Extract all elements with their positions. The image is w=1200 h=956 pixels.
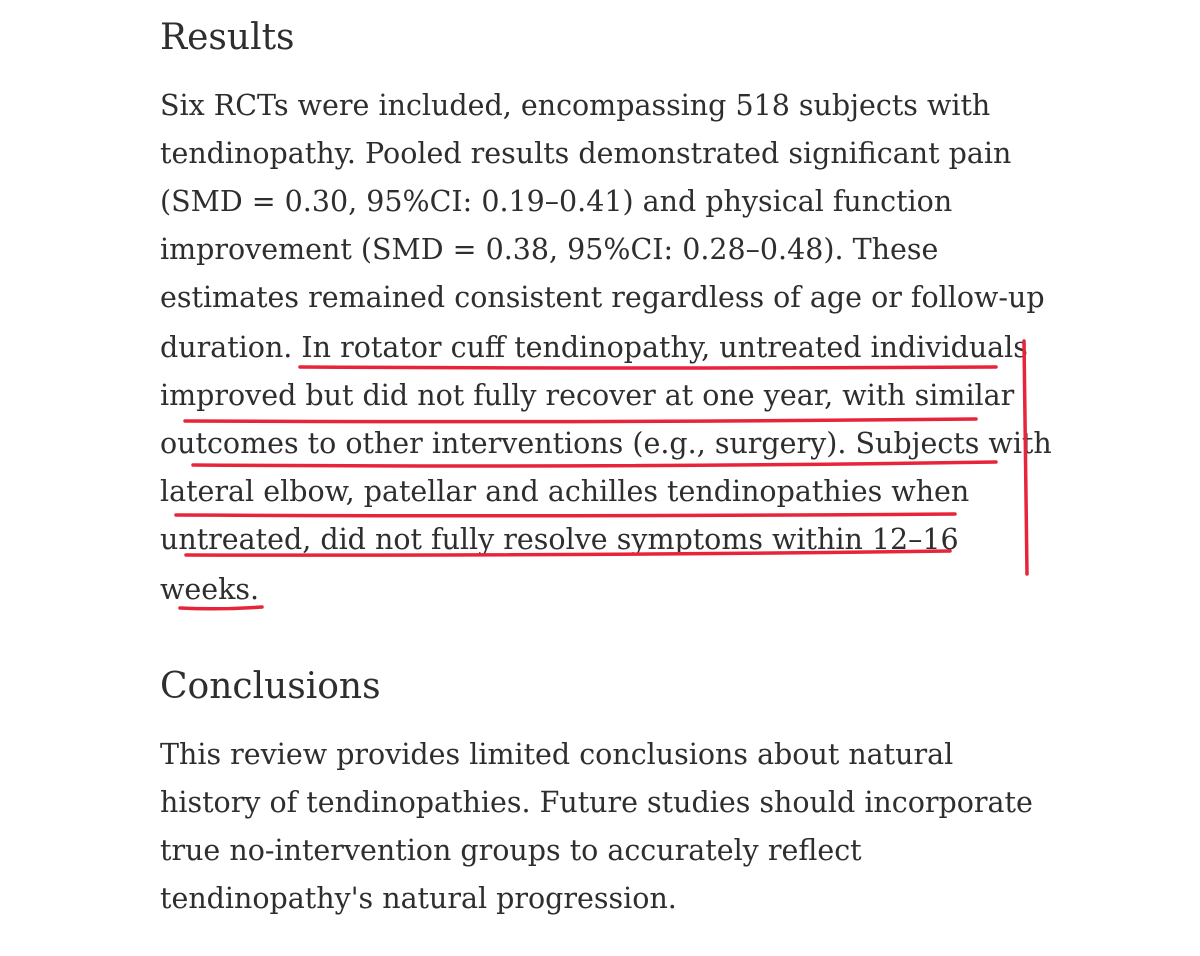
results-line-2: tendinopathy. Pooled results demonstrated significant pain — [160, 137, 1012, 170]
results-line-11: weeks. — [160, 573, 260, 606]
results-line-8: outcomes to other interventions (e.g., surgery). Subjects with — [160, 427, 1052, 460]
results-heading: Results — [160, 17, 295, 58]
underline-mark — [185, 419, 976, 422]
results-line-1: Six RCTs were included, encompassing 518 subjects with — [160, 89, 991, 122]
results-line-7: improved but did not fully recover at one year, with similar — [160, 379, 1015, 412]
underline-mark — [193, 462, 996, 466]
results-line-4: improvement (SMD = 0.38, 95%CI: 0.28–0.48). These — [160, 233, 939, 266]
underline-mark — [300, 367, 996, 368]
underline-mark — [176, 514, 955, 516]
results-line-10: untreated, did not fully resolve symptoms within 12–16 — [160, 523, 959, 556]
results-line-5: estimates remained consistent regardless of age or follow-up — [160, 281, 1045, 314]
conclusions-line-2: history of tendinopathies. Future studies should incorporate — [160, 786, 1033, 819]
underline-mark — [180, 607, 262, 609]
results-line-6: duration. In rotator cuff tendinopathy, untreated individuals — [160, 331, 1028, 364]
conclusions-line-1: This review provides limited conclusions about natural — [160, 738, 954, 771]
conclusions-heading: Conclusions — [160, 666, 381, 707]
results-line-9: lateral elbow, patellar and achilles tendinopathies when — [160, 475, 970, 508]
conclusions-line-4: tendinopathy's natural progression. — [160, 882, 677, 915]
conclusions-line-3: true no-intervention groups to accurately reflect — [160, 834, 862, 867]
results-line-3: (SMD = 0.30, 95%CI: 0.19–0.41) and physical function — [160, 185, 953, 218]
